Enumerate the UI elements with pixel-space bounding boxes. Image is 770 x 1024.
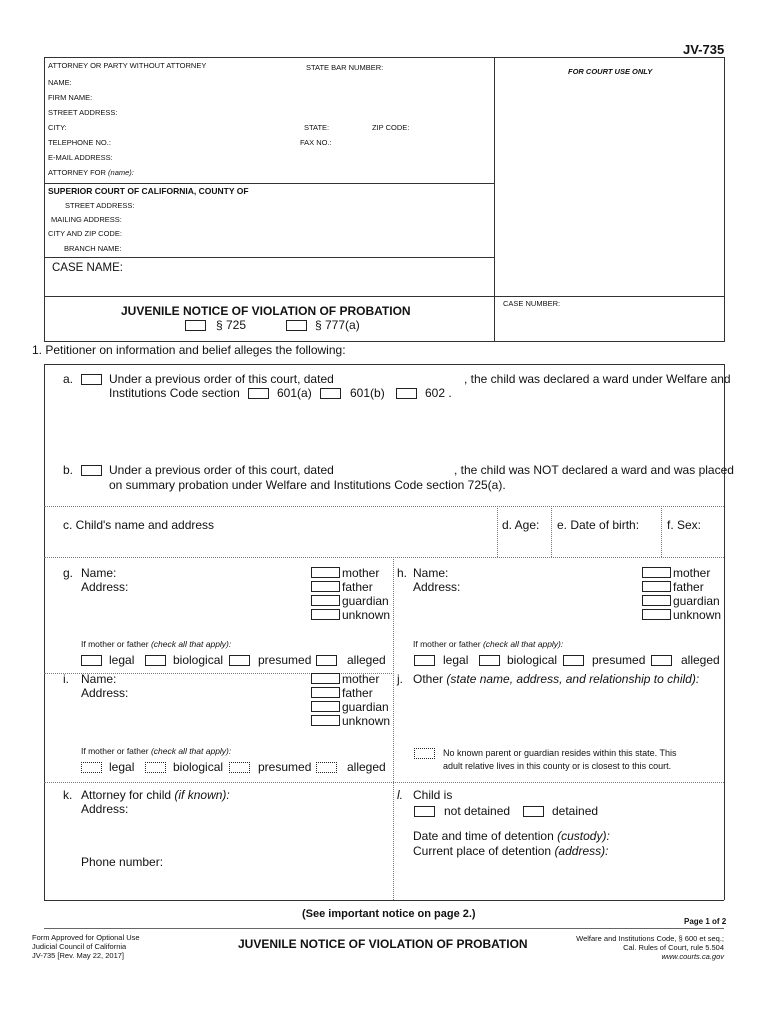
court-city-zip-label: CITY AND ZIP CODE: <box>48 229 122 238</box>
g-parent-note <box>81 639 231 649</box>
item-b-text-2: , the child was NOT declared a ward and was placed <box>454 463 734 477</box>
item-k-italic: (if known): <box>174 788 230 802</box>
state-label: STATE: <box>304 123 330 132</box>
zip-label: ZIP CODE: <box>372 123 410 132</box>
h-biological-checkbox[interactable] <box>479 655 500 666</box>
item-b-text-3: on summary probation under Welfare and Institutions Code section 725(a). <box>109 478 506 492</box>
detention-place-italic: (address): <box>554 844 609 858</box>
fax-label: FAX NO.: <box>300 138 332 147</box>
item-j-italic: (state name, address, and relationship to child): <box>446 672 700 686</box>
h-presumed-checkbox[interactable] <box>563 655 584 666</box>
col-divider-d <box>497 506 498 557</box>
i-legal-label: legal <box>109 760 135 774</box>
approved-line-3: JV-735 [Rev. May 22, 2017] <box>32 951 124 960</box>
city-label: CITY: <box>48 123 67 132</box>
h-biological-label: biological <box>507 653 558 667</box>
item-h-address-label: Address: <box>413 580 461 594</box>
header-bottom-border <box>44 341 724 342</box>
detention-datetime-text: Date and time of detention <box>413 829 554 843</box>
approved-line-2: Judicial Council of California <box>32 942 127 951</box>
important-notice: (See important notice on page 2.) <box>302 908 476 920</box>
i-guardian-label: guardian <box>342 700 389 714</box>
h-parent-note-italic: (check all that apply): <box>482 639 564 649</box>
g-legal-checkbox[interactable] <box>81 655 102 666</box>
court-title: SUPERIOR COURT OF CALIFORNIA, COUNTY OF <box>48 186 249 196</box>
g-legal-label: legal <box>109 653 135 667</box>
g-presumed-label: presumed <box>258 653 312 667</box>
i-presumed-checkbox[interactable] <box>229 762 250 773</box>
item-g-address-label: Address: <box>81 580 129 594</box>
cite-line-2: Cal. Rules of Court, rule 5.504 <box>623 943 724 952</box>
h-parent-note <box>413 639 563 649</box>
item-l-letter: l. <box>397 788 403 802</box>
item-j-other: Other <box>413 672 444 686</box>
g-unknown-label: unknown <box>342 608 391 622</box>
item-b-checkbox[interactable] <box>81 465 102 476</box>
item-k-letter: k. <box>63 788 73 802</box>
header-top-border <box>44 57 724 58</box>
h-guardian-label: guardian <box>673 594 720 608</box>
g-parent-note-italic: (check all that apply): <box>150 639 232 649</box>
item-a-letter: a. <box>63 372 74 386</box>
detention-datetime <box>413 829 610 843</box>
g-guardian-checkbox[interactable] <box>311 595 340 606</box>
h-parent-note-text: If mother or father <box>413 639 481 649</box>
item-a-text-2: , the child was declared a ward under Welfare and <box>464 372 731 386</box>
section-725-checkbox[interactable] <box>185 320 206 331</box>
item-g-letter: g. <box>63 566 74 580</box>
wic-602-checkbox[interactable] <box>396 388 417 399</box>
row-divider-k <box>44 782 724 783</box>
footer-title: JUVENILE NOTICE OF VIOLATION OF PROBATION <box>238 937 528 951</box>
col-divider-f <box>661 506 662 557</box>
approved-line-1: Form Approved for Optional Use <box>32 933 140 942</box>
name-label: NAME: <box>48 78 72 87</box>
item-h-name-label: Name: <box>413 566 449 580</box>
body-top-border <box>44 364 724 365</box>
email-label: E-MAIL ADDRESS: <box>48 153 113 162</box>
not-detained-label: not detained <box>444 804 511 818</box>
case-name-label: CASE NAME: <box>52 262 123 274</box>
h-father-checkbox[interactable] <box>642 581 671 592</box>
item-f-label: f. Sex: <box>667 518 702 532</box>
cite-line-1: Welfare and Institutions Code, § 600 et seq.; <box>576 934 724 943</box>
col-divider-middle <box>393 557 394 900</box>
i-presumed-label: presumed <box>258 760 312 774</box>
i-parent-note-italic: (check all that apply): <box>150 746 232 756</box>
item-k-phone-label: Phone number: <box>81 855 164 869</box>
form-title: JUVENILE NOTICE OF VIOLATION OF PROBATION <box>121 304 411 318</box>
form-id: JV-735 <box>683 42 725 57</box>
wic-601a-label: 601(a) <box>277 386 312 400</box>
courts-website-link[interactable]: www.courts.ca.gov <box>661 952 724 961</box>
body-left-border <box>44 364 45 900</box>
page-number: Page 1 of 2 <box>684 917 727 926</box>
item-d-label: d. Age: <box>502 518 540 532</box>
i-mother-checkbox[interactable] <box>311 673 340 684</box>
phone-label: TELEPHONE NO.: <box>48 138 111 147</box>
item-g-name-label: Name: <box>81 566 117 580</box>
h-father-label: father <box>673 580 704 594</box>
item-a-checkbox[interactable] <box>81 374 102 385</box>
body-bottom-border <box>44 900 724 901</box>
row-divider-b <box>44 506 724 507</box>
h-legal-checkbox[interactable] <box>414 655 435 666</box>
h-mother-checkbox[interactable] <box>642 567 671 578</box>
attorney-for-label <box>48 168 134 177</box>
row-divider-c <box>44 557 724 558</box>
item-j-text <box>413 672 699 686</box>
case-number-label: CASE NUMBER: <box>503 299 561 308</box>
no-parent-line-1: No known parent or guardian resides within this state. This <box>443 748 677 758</box>
detained-checkbox[interactable] <box>523 806 544 817</box>
body-right-border <box>724 364 725 900</box>
detention-place-text: Current place of detention <box>413 844 552 858</box>
wic-601a-checkbox[interactable] <box>248 388 269 399</box>
footer-divider <box>44 928 724 929</box>
item-k-address-label: Address: <box>81 802 129 816</box>
i-legal-checkbox[interactable] <box>81 762 102 773</box>
item-b-letter: b. <box>63 463 74 477</box>
i-alleged-checkbox[interactable] <box>316 762 337 773</box>
case-name-border <box>44 257 494 258</box>
item-a-text-1: Under a previous order of this court, dated <box>109 372 334 386</box>
wic-602-label: 602 . <box>425 386 452 400</box>
col-divider-e <box>551 506 552 557</box>
g-mother-label: mother <box>342 566 380 580</box>
no-parent-line-2: adult relative lives in this county or is closest to this court. <box>443 761 672 771</box>
item-j-letter: j. <box>397 672 403 686</box>
h-unknown-label: unknown <box>673 608 722 622</box>
item-b-text-1: Under a previous order of this court, dated <box>109 463 334 477</box>
i-unknown-checkbox[interactable] <box>311 715 340 726</box>
court-street-label: STREET ADDRESS: <box>65 201 135 210</box>
g-father-label: father <box>342 580 373 594</box>
g-guardian-label: guardian <box>342 594 389 608</box>
h-legal-label: legal <box>443 653 469 667</box>
item-a-text-3: Institutions Code section <box>109 386 240 400</box>
bar-number-label: STATE BAR NUMBER: <box>306 63 384 72</box>
item-k-attorney: Attorney for child <box>81 788 172 802</box>
court-mailing-label: MAILING ADDRESS: <box>51 215 122 224</box>
title-section-border <box>44 296 724 297</box>
wic-601b-label: 601(b) <box>350 386 385 400</box>
firm-name-label: FIRM NAME: <box>48 93 93 102</box>
i-alleged-label: alleged <box>347 760 386 774</box>
section-777a-checkbox[interactable] <box>286 320 307 331</box>
child-is-label: Child is <box>413 788 453 802</box>
attorney-label: ATTORNEY OR PARTY WITHOUT ATTORNEY <box>48 61 207 70</box>
left-border-top <box>44 57 45 342</box>
section-777a-label: § 777(a) <box>315 318 360 332</box>
g-father-checkbox[interactable] <box>311 581 340 592</box>
item-h-letter: h. <box>397 566 408 580</box>
item-i-address-label: Address: <box>81 686 129 700</box>
i-parent-note-text: If mother or father <box>81 746 149 756</box>
item-i-name-label: Name: <box>81 672 117 686</box>
item-c-label: c. Child's name and address <box>63 518 215 532</box>
h-alleged-label: alleged <box>681 653 720 667</box>
g-unknown-checkbox[interactable] <box>311 609 340 620</box>
i-father-checkbox[interactable] <box>311 687 340 698</box>
i-mother-label: mother <box>342 672 380 686</box>
street-address-label: STREET ADDRESS: <box>48 108 118 117</box>
g-parent-note-text: If mother or father <box>81 639 149 649</box>
item-i-letter: i. <box>63 672 69 686</box>
h-alleged-checkbox[interactable] <box>651 655 672 666</box>
detained-label: detained <box>552 804 599 818</box>
right-border-top <box>724 57 725 342</box>
h-unknown-checkbox[interactable] <box>642 609 671 620</box>
not-detained-checkbox[interactable] <box>414 806 435 817</box>
h-guardian-checkbox[interactable] <box>642 595 671 606</box>
court-use-label: FOR COURT USE ONLY <box>568 67 653 76</box>
item-k-text <box>81 788 230 802</box>
g-biological-label: biological <box>173 653 224 667</box>
g-mother-checkbox[interactable] <box>311 567 340 578</box>
section-725-label: § 725 <box>216 318 247 332</box>
h-presumed-label: presumed <box>592 653 646 667</box>
i-biological-checkbox[interactable] <box>145 762 166 773</box>
attorney-for-text: ATTORNEY FOR <box>48 168 106 177</box>
court-use-divider <box>494 57 495 342</box>
no-parent-checkbox[interactable] <box>414 748 435 759</box>
h-mother-label: mother <box>673 566 711 580</box>
court-section-border <box>44 183 494 184</box>
item-1-statement: 1. Petitioner on information and belief alleges the following: <box>32 343 346 357</box>
g-alleged-label: alleged <box>347 653 386 667</box>
i-guardian-checkbox[interactable] <box>311 701 340 712</box>
item-e-label: e. Date of birth: <box>557 518 640 532</box>
i-parent-note <box>81 746 231 756</box>
g-alleged-checkbox[interactable] <box>316 655 337 666</box>
i-biological-label: biological <box>173 760 224 774</box>
wic-601b-checkbox[interactable] <box>320 388 341 399</box>
g-biological-checkbox[interactable] <box>145 655 166 666</box>
g-presumed-checkbox[interactable] <box>229 655 250 666</box>
detention-datetime-italic: (custody): <box>557 829 610 843</box>
i-unknown-label: unknown <box>342 714 391 728</box>
court-branch-label: BRANCH NAME: <box>64 244 122 253</box>
i-father-label: father <box>342 686 373 700</box>
attorney-for-name: (name): <box>108 168 134 177</box>
detention-place <box>413 844 608 858</box>
